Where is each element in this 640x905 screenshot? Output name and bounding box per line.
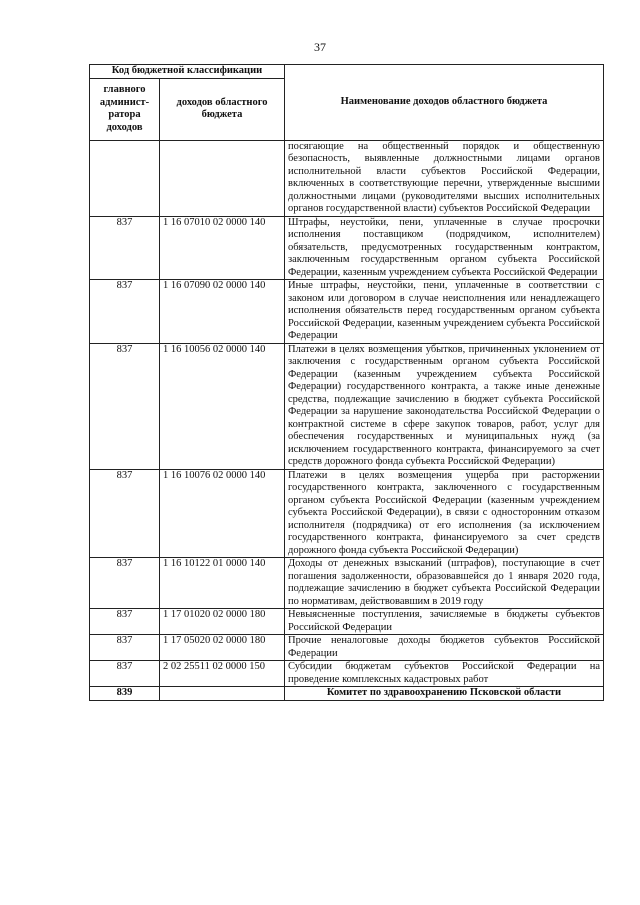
revenue-name-cell: Невыясненные поступления, зачисляемые в бюджеты субъектов Российской Федерации — [285, 609, 604, 635]
admin-code-cell: 837 — [90, 469, 160, 558]
table-row — [90, 343, 604, 469]
admin-code-cell: 837 — [90, 343, 160, 469]
table-row — [90, 469, 604, 558]
table-row — [90, 635, 604, 661]
table-row — [90, 216, 604, 280]
admin-code-cell: 837 — [90, 661, 160, 687]
revenue-code-cell: 1 16 07010 02 0000 140 — [160, 216, 285, 280]
admin-code-cell: 837 — [90, 635, 160, 661]
table-row — [90, 280, 604, 344]
revenue-name-cell: посягающие на общественный порядок и общественную безопасность, выявленные должностными лицами органов исполнительной власти субъектов Российской Федерации, включенных в соответствующие перечни, утвержденные высшими должностными лицами (руководителями высших исполнительных органов государственной власти) субъектов Российской Федерации — [285, 140, 604, 216]
admin-code-cell: 839 — [90, 687, 160, 701]
admin-code-cell: 837 — [90, 609, 160, 635]
revenue-code-cell: 1 16 07090 02 0000 140 — [160, 280, 285, 344]
header-admin-column: главного админист-ратора доходов — [90, 78, 160, 140]
revenue-code-cell: 1 16 10076 02 0000 140 — [160, 469, 285, 558]
revenue-name-cell: Платежи в целях возмещения ущерба при расторжении государственного контракта, заключенного с государственным органом субъекта Российской Федерации (казенным учреждением субъекта Российской Федерации), в связи с односторонним отказом исполнителя (подрядчика) от его исполнения (за исключением государственного контракта, финансируемого за счет средств дорожного фонда субъекта Российской Федерации) — [285, 469, 604, 558]
table-row — [90, 687, 604, 701]
revenue-name-cell: Субсидии бюджетам субъектов Российской Федерации на проведение комплексных кадастровых работ — [285, 661, 604, 687]
admin-code-cell — [90, 140, 160, 216]
budget-classification-table — [89, 64, 604, 701]
table-row — [90, 558, 604, 609]
revenue-code-cell — [160, 140, 285, 216]
revenue-code-cell: 2 02 25511 02 0000 150 — [160, 661, 285, 687]
revenue-name-cell: Доходы от денежных взысканий (штрафов), поступающие в счет погашения задолженности, образовавшейся до 1 января 2020 года, подлежащие зачислению в бюджет субъекта Российской Федерации по нормативам, действовавшим в 2019 году — [285, 558, 604, 609]
header-group-title: Код бюджетной классификации — [90, 65, 285, 79]
revenue-name-cell: Штрафы, неустойки, пени, уплаченные в случае просрочки исполнения поставщиком (подрядчиком, исполнителем) обязательств, предусмотренных государственным контрактом, заключенным государственным органом субъекта Российской Федерации, казенным учреждением субъекта Российской Федерации — [285, 216, 604, 280]
revenue-name-cell: Иные штрафы, неустойки, пени, уплаченные в соответствии с законом или договором в случае неисполнения или ненадлежащего исполнения обязательств перед государственным органом субъекта Российской Федерации, казенным учреждением субъекта Российской Федерации — [285, 280, 604, 344]
revenue-name-cell: Комитет по здравоохранению Псковской области — [285, 687, 604, 701]
header-name-column: Наименование доходов областного бюджета — [285, 65, 604, 141]
revenue-name-cell: Платежи в целях возмещения убытков, причиненных уклонением от заключения с государственным органом субъекта Российской Федерации (казенным учреждением субъекта Российской Федерации) государственного контракта, а также иные денежные средства, подлежащие зачислению в бюджет субъекта Российской Федерации за нарушение законодательства Российской Федерации о контрактной системе в сфере закупок товаров, работ, услуг для обеспечения государственных и муниципальных нужд (за исключением государственного контракта, финансируемого за счет средств дорожного фонда субъекта Российской Федерации) — [285, 343, 604, 469]
header-code-column: доходов областного бюджета — [160, 78, 285, 140]
admin-code-cell: 837 — [90, 216, 160, 280]
table-row — [90, 609, 604, 635]
table-body — [90, 140, 604, 700]
revenue-code-cell: 1 16 10056 02 0000 140 — [160, 343, 285, 469]
table-row — [90, 140, 604, 216]
admin-code-cell: 837 — [90, 280, 160, 344]
revenue-name-cell: Прочие неналоговые доходы бюджетов субъектов Российской Федерации — [285, 635, 604, 661]
page-number: 37 — [314, 40, 326, 54]
admin-code-cell: 837 — [90, 558, 160, 609]
revenue-code-cell: 1 16 10122 01 0000 140 — [160, 558, 285, 609]
revenue-code-cell — [160, 687, 285, 701]
revenue-code-cell: 1 17 01020 02 0000 180 — [160, 609, 285, 635]
table-row — [90, 661, 604, 687]
revenue-code-cell: 1 17 05020 02 0000 180 — [160, 635, 285, 661]
